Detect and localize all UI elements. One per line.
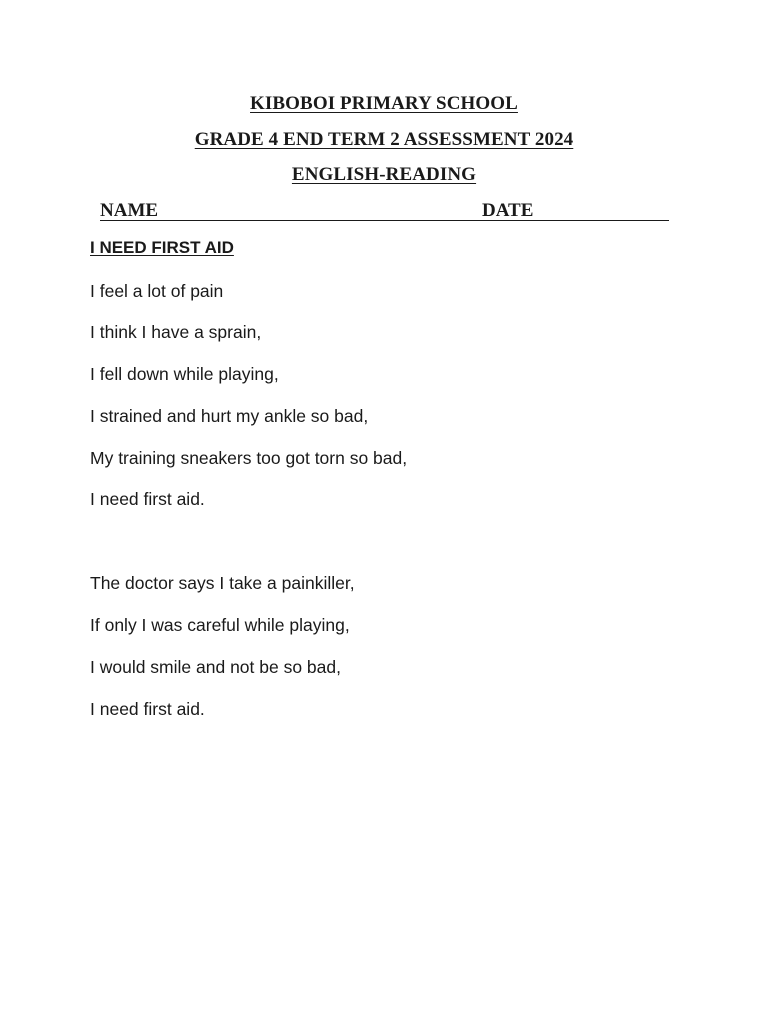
poem-line: I fell down while playing, [90,364,279,384]
poem-title: I NEED FIRST AID [90,238,234,257]
name-label: NAME [100,200,159,221]
poem-line: I need first aid. [90,489,205,509]
poem-line: If only I was careful while playing, [90,615,350,635]
poem-line: The doctor says I take a painkiller, [90,573,355,593]
school-name: KIBOBOI PRIMARY SCHOOL [250,93,518,114]
subject-title: ENGLISH-READING [291,164,477,185]
poem-line: I need first aid. [90,699,205,719]
name-blank-line [100,220,482,221]
poem-line: I would smile and not be so bad, [90,657,341,677]
date-blank-line [482,220,669,221]
date-label: DATE [482,200,534,221]
poem-line: I feel a lot of pain [90,281,224,301]
poem-line: My training sneakers too got torn so bad, [90,448,408,468]
poem-line: I think I have a sprain, [90,322,262,342]
poem-line: I strained and hurt my ankle so bad, [90,406,369,426]
assessment-title: GRADE 4 END TERM 2 ASSESSMENT 2024 [194,129,574,150]
name-date-row [100,200,670,224]
